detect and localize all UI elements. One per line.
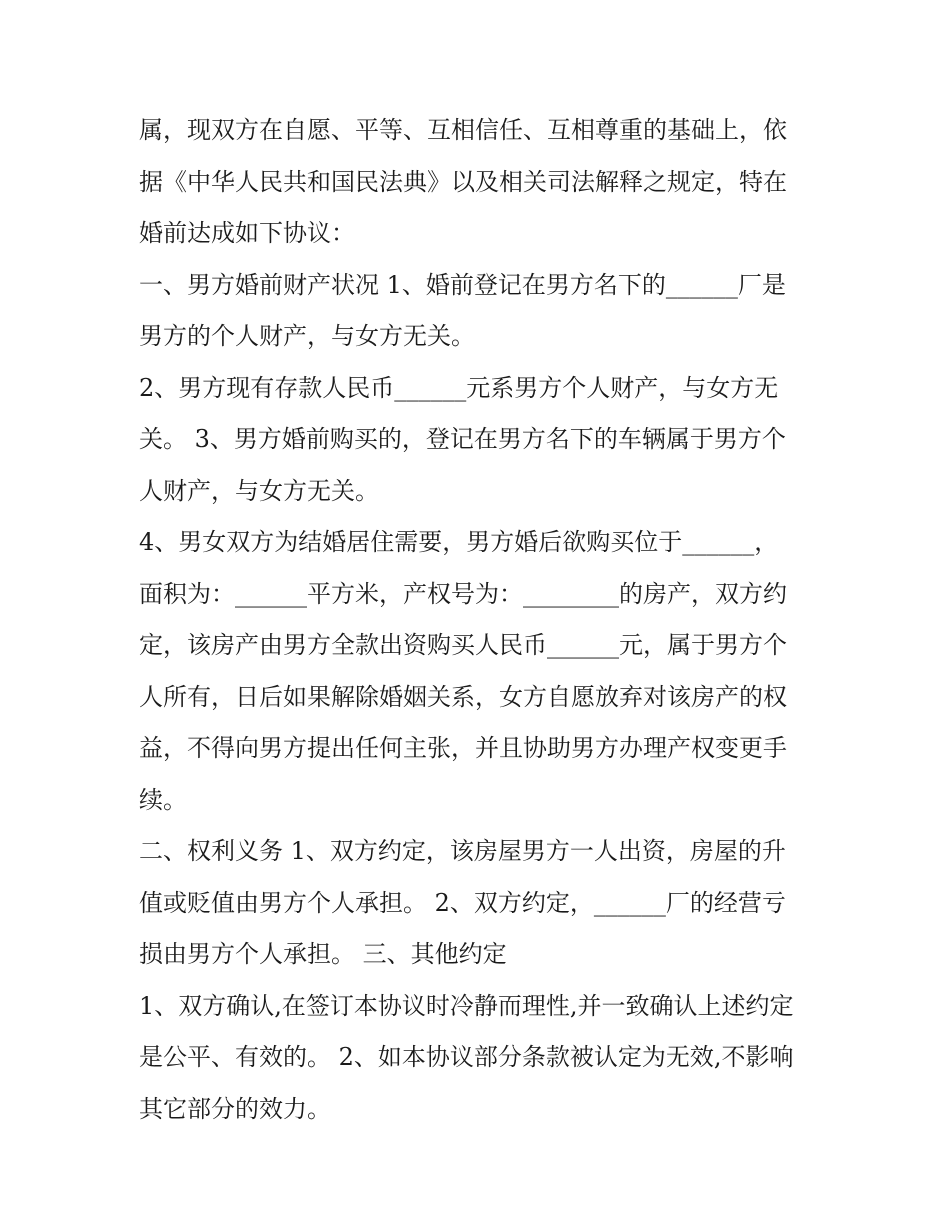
text-line: 一、男方婚前财产状况 1、婚前登记在男方名下的______厂是 [139,270,786,299]
text-line: 是公平、有效的。 2、如本协议部分条款被认定为无效,不影响 [139,1043,794,1071]
text-line: 面积为：______平方米，产权号为：________的房产，双方约 [139,579,787,608]
text-line: 婚前达成如下协议： [139,219,355,247]
agreement-text [139,110,819,1140]
text-line: 关。 3、男方婚前购买的，登记在男方名下的车辆属于男方个 [139,425,786,453]
text-line: 其它部分的效力。 [139,1094,331,1123]
text-line: 据《中华人民共和国民法典》以及相关司法解释之规定，特在 [139,167,787,196]
text-line: 人财产，与女方无关。 [139,476,379,505]
text-line: 4、男女双方为结婚居住需要，男方婚后欲购买位于______， [139,528,779,556]
text-line: 属，现双方在自愿、平等、互相信任、互相尊重的基础上，依 [139,116,787,144]
text-line: 人所有，日后如果解除婚姻关系，女方自愿放弃对该房产的权 [139,682,787,711]
text-line: 2、男方现有存款人民币______元系男方个人财产，与女方无 [139,373,779,402]
text-line: 续。 [139,785,187,814]
text-line: 男方的个人财产，与女方无关。 [139,322,475,350]
text-line: 定，该房产由男方全款出资购买人民币______元，属于男方个 [139,631,787,659]
text-line: 损由男方个人承担。 三、其他约定 [139,940,507,968]
text-line: 1、双方确认,在签订本协议时冷静而理性,并一致确认上述约定 [139,991,794,1020]
text-line: 值或贬值由男方个人承担。 2、双方约定，______厂的经营亏 [139,888,786,917]
text-line: 二、权利义务 1、双方约定，该房屋男方一人出资，房屋的升 [139,837,786,865]
text-line: 益，不得向男方提出任何主张，并且协助男方办理产权变更手 [139,734,787,762]
